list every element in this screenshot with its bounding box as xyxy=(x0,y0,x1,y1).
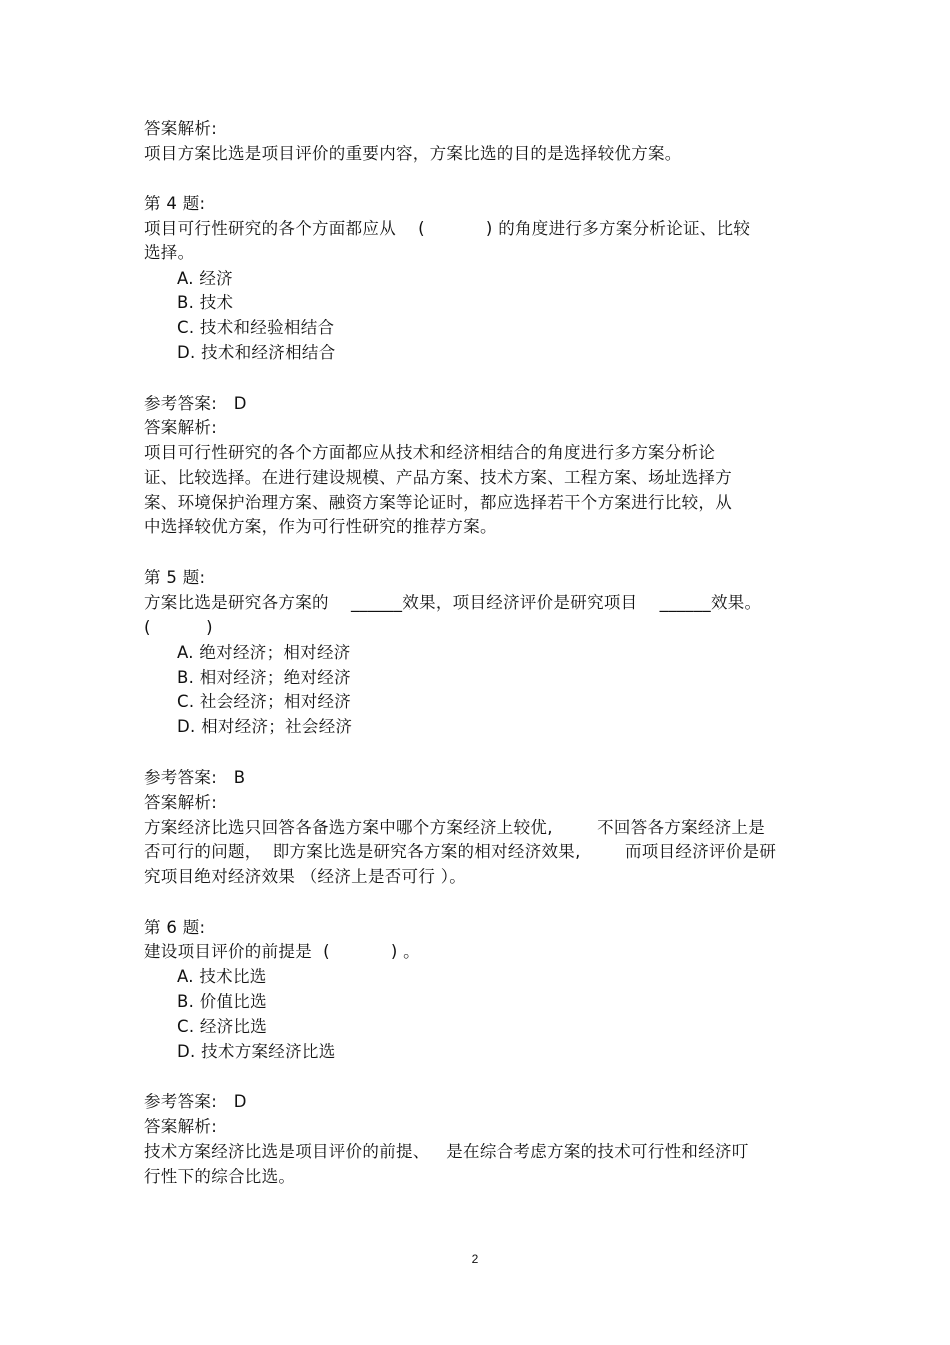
q5-analysis-line: 究项目绝对经济效果 （经济上是否可行 ）。 xyxy=(144,867,467,886)
q3-analysis-label: 答案解析: xyxy=(144,119,218,138)
q6-option-b: B. 价值比选 xyxy=(177,992,267,1011)
q6-option-c: C. 经济比选 xyxy=(177,1017,268,1036)
q5-answer: 参考答案: B xyxy=(144,768,246,787)
q4-answer: 参考答案: D xyxy=(144,394,247,413)
q4-analysis-line: 证、比较选择。在进行建设规模、产品方案、技术方案、工程方案、场址选择方 xyxy=(144,468,732,487)
page-number: 2 xyxy=(471,1252,479,1266)
q5-analysis-line: 否可行的问题， 即方案比选是研究各方案的相对经济效果, 而项目经济评价是研 xyxy=(144,842,777,861)
q5-option-a: A. 绝对经济；相对经济 xyxy=(177,643,351,662)
q4-option-d: D. 技术和经济相结合 xyxy=(177,343,336,362)
q4-analysis-label: 答案解析: xyxy=(144,418,218,437)
q6-option-d: D. 技术方案经济比选 xyxy=(177,1042,336,1061)
q4-option-c: C. 技术和经验相结合 xyxy=(177,318,335,337)
q4-analysis-line: 项目可行性研究的各个方面都应从技术和经济相结合的角度进行多方案分析论 xyxy=(144,443,716,462)
q4-stem-line: 项目可行性研究的各个方面都应从 ( ) 的角度进行多方案分析论证、比较 xyxy=(144,219,751,238)
q5-title: 第 5 题: xyxy=(144,568,206,587)
q4-title: 第 4 题: xyxy=(144,194,206,213)
q6-title: 第 6 题: xyxy=(144,918,206,937)
q6-answer: 参考答案: D xyxy=(144,1092,247,1111)
q5-stem-line: ( ) xyxy=(144,618,213,637)
q5-option-b: B. 相对经济；绝对经济 xyxy=(177,668,351,687)
q4-analysis-line: 中选择较优方案，作为可行性研究的推荐方案。 xyxy=(144,517,497,536)
q4-option-a: A. 经济 xyxy=(177,269,233,288)
q5-analysis-label: 答案解析: xyxy=(144,793,218,812)
q6-analysis-line: 技术方案经济比选是项目评价的前提、 是在综合考虑方案的技术可行性和经济叮 xyxy=(144,1142,749,1161)
q6-analysis-line: 行性下的综合比选。 xyxy=(144,1167,296,1186)
q4-stem-line: 选择。 xyxy=(144,243,195,262)
q6-option-a: A. 技术比选 xyxy=(177,967,267,986)
q5-analysis-line: 方案经济比选只回答各备选方案中哪个方案经济上较优, 不回答各方案经济上是 xyxy=(144,818,766,837)
q4-option-b: B. 技术 xyxy=(177,293,234,312)
q5-stem-line: 方案比选是研究各方案的 ______效果，项目经济评价是研究项目 ______效果。 xyxy=(144,593,762,612)
q6-analysis-label: 答案解析: xyxy=(144,1117,218,1136)
q5-option-c: C. 社会经济；相对经济 xyxy=(177,692,352,711)
q6-stem-line: 建设项目评价的前提是 ( ) 。 xyxy=(144,942,420,961)
q5-option-d: D. 相对经济；社会经济 xyxy=(177,717,353,736)
q3-analysis-text: 项目方案比选是项目评价的重要内容，方案比选的目的是选择较优方案。 xyxy=(144,144,682,163)
q4-analysis-line: 案、环境保护治理方案、融资方案等论证时，都应选择若干个方案进行比较，从 xyxy=(144,493,732,512)
